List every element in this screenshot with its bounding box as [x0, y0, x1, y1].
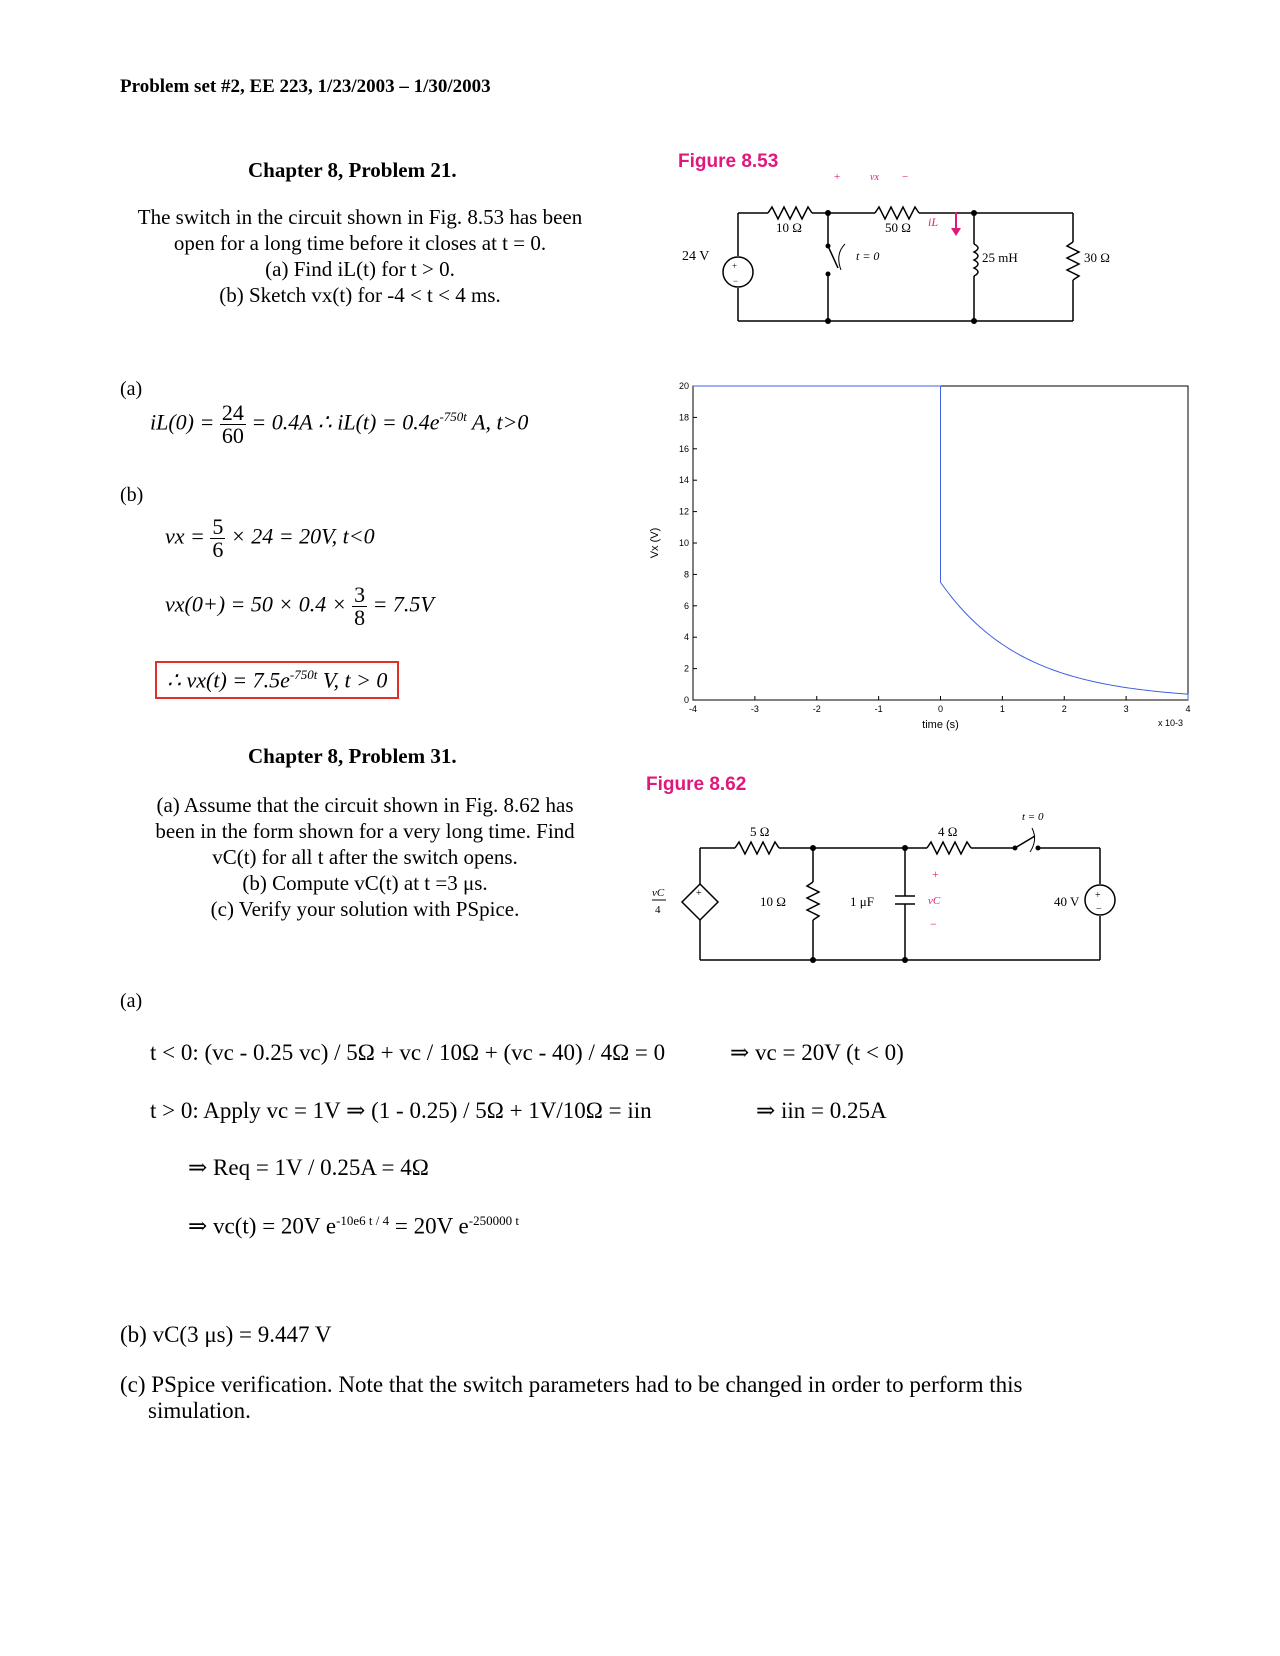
part-a-label: (a)	[120, 990, 143, 1012]
fraction	[210, 516, 225, 561]
node-dot	[826, 244, 831, 249]
x-tick-label: 4	[1185, 704, 1191, 714]
source-label: 40 V	[1054, 894, 1080, 909]
page-header: Problem set #2, EE 223, 1/23/2003 – 1/30/2003	[120, 76, 491, 97]
equation-vx-neg	[165, 516, 375, 561]
node-dot	[971, 318, 977, 324]
switch-label: t = 0	[856, 249, 880, 263]
inductor-coil	[974, 244, 978, 276]
part-a-label: (a)	[120, 378, 143, 400]
equation-vx-zero	[165, 584, 434, 629]
boxed-result	[155, 661, 399, 699]
x-tick-label: 0	[937, 704, 944, 714]
plus-sign: +	[932, 867, 939, 881]
y-tick-label: 0	[683, 695, 689, 705]
numerator: 5	[212, 514, 224, 539]
resistor-10ohm	[807, 882, 819, 920]
fraction	[220, 402, 246, 447]
denominator: 8	[354, 605, 366, 630]
resistor-10ohm	[768, 207, 812, 219]
resistor-4ohm	[927, 842, 971, 854]
eq-tail: A, t>0	[472, 409, 529, 435]
equation-il	[150, 402, 528, 447]
exponent: -750t	[289, 667, 318, 682]
resistor-30ohm	[1067, 242, 1079, 280]
switch-blade	[828, 246, 838, 268]
statement-line: open for a long time before it closes at t = 0.	[173, 231, 547, 255]
node-dot	[971, 210, 977, 216]
resistor-5ohm	[735, 842, 779, 854]
y-axis-label: Vx (V)	[649, 527, 661, 559]
eq-main: = 20V e	[389, 1213, 469, 1239]
eq-rest: = 7.5V	[372, 591, 434, 617]
switch-arrow	[1030, 828, 1035, 852]
equation-t-neg: t < 0: (vc - 0.25 vc) / 5Ω + vc / 10Ω + (vc - 40) / 4Ω = 0	[150, 1040, 666, 1065]
inductor-label: 25 mH	[982, 250, 1018, 265]
source-label: 24 V	[682, 249, 710, 264]
statement-line: (b) Compute vC(t) at t =3 μs.	[242, 871, 488, 895]
resistor-50ohm	[875, 207, 919, 219]
current-arrowhead	[951, 228, 961, 236]
plus-sign: +	[732, 261, 738, 271]
x-tick-label: -1	[874, 704, 883, 714]
numerator: 3	[354, 582, 366, 607]
switch-arrow	[839, 244, 845, 270]
vc-label: vC	[928, 895, 941, 907]
circuit-figure-862	[640, 800, 1100, 970]
statement-line: The switch in the circuit shown in Fig. 8.53 has been	[137, 205, 583, 229]
node-dot	[825, 318, 831, 324]
statement-line: been in the form shown for a very long time. Find	[155, 819, 575, 843]
statement-line: (c) Verify your solution with PSpice.	[210, 897, 520, 921]
numerator: 24	[221, 400, 244, 425]
node-dot	[825, 210, 831, 216]
equation-t-pos: t > 0: Apply vc = 1V ⇒ (1 - 0.25) / 5Ω + 1V/10Ω = iin	[150, 1098, 652, 1123]
y-tick-label: 10	[678, 538, 689, 548]
switch-blade	[1015, 836, 1035, 848]
vx-label: vx	[870, 172, 879, 183]
exponent: -250000 t	[468, 1213, 519, 1228]
exponent: -750t	[439, 409, 467, 425]
dependent-denominator: 4	[655, 904, 661, 916]
eq-lhs: vx(0+) = 50 × 0.4 ×	[165, 591, 347, 617]
r2-label: 4 Ω	[938, 824, 958, 839]
equation-t-pos-result: ⇒ iin = 0.25A	[756, 1098, 887, 1123]
minus-sign: −	[1096, 904, 1102, 915]
answer-line: (c) PSpice verification. Note that the switch parameters had to be changed in order to perform this	[120, 1372, 1023, 1397]
vx-chart	[640, 368, 1191, 748]
equation-req: ⇒ Req = 1V / 0.25A = 4Ω	[188, 1155, 429, 1180]
x-tick-label: -3	[750, 704, 759, 714]
node-dot	[810, 957, 816, 963]
r1-label: 5 Ω	[750, 824, 770, 839]
vx-series-line	[693, 386, 1188, 700]
x-axis-label: time (s)	[922, 719, 959, 731]
x-tick-label: -2	[812, 704, 821, 714]
statement-line: (a) Assume that the circuit shown in Fig. 8.62 has	[156, 793, 574, 817]
r3-label: 10 Ω	[760, 894, 786, 909]
exponent: -10e6 t / 4	[336, 1213, 390, 1228]
plus-sign: +	[696, 888, 702, 899]
y-tick-label: 16	[678, 443, 689, 454]
x-multiplier-label: x 10-3	[1158, 718, 1184, 728]
switch-label: t = 0	[1022, 811, 1044, 823]
y-tick-label: 4	[683, 632, 689, 643]
r1-label: 10 Ω	[776, 220, 802, 235]
equation-t-neg-result: ⇒ vc = 20V (t < 0)	[730, 1040, 904, 1065]
node-dot	[902, 845, 908, 851]
denominator: 6	[212, 537, 224, 562]
plus-sign: +	[834, 171, 841, 183]
minus-sign: −	[733, 276, 739, 286]
statement-line: (a) Find iL(t) for t > 0.	[265, 257, 455, 281]
problem-21-title: Chapter 8, Problem 21.	[248, 158, 457, 182]
eq-tail: V, t > 0	[322, 667, 388, 693]
x-tick-label: -4	[688, 704, 698, 714]
node-dot	[810, 845, 816, 851]
plus-sign: +	[1095, 890, 1101, 901]
node-dot	[826, 272, 831, 277]
figure-862-title: Figure 8.62	[646, 774, 747, 795]
equation-vc	[188, 1213, 519, 1240]
figure-853-title: Figure 8.53	[678, 151, 779, 172]
y-tick-label: 2	[683, 663, 689, 674]
problem-21-statement	[110, 204, 610, 308]
part-b-label: (b)	[120, 484, 144, 506]
answer-b: (b) vC(3 μs) = 9.447 V	[120, 1322, 332, 1347]
r2-label: 50 Ω	[885, 220, 911, 235]
eq-main: ∴ vx(t) = 7.5e	[167, 667, 290, 693]
il-label: iL	[928, 215, 939, 229]
minus-sign: −	[902, 171, 909, 183]
problem-31-statement	[120, 792, 610, 922]
x-tick-label: 2	[1061, 704, 1067, 714]
statement-line: (b) Sketch vx(t) for -4 < t < 4 ms.	[219, 283, 501, 307]
fraction	[352, 584, 367, 629]
y-tick-label: 20	[678, 381, 689, 391]
dependent-numerator: vC	[652, 887, 665, 899]
y-tick-label: 6	[683, 600, 689, 611]
eq-lhs: iL(0) =	[150, 409, 215, 435]
answer-c	[120, 1372, 1200, 1424]
eq-main: ⇒ vc(t) = 20V e	[188, 1213, 337, 1239]
denominator: 60	[221, 423, 244, 448]
node-dot	[1036, 846, 1041, 851]
y-tick-label: 14	[678, 475, 689, 486]
circuit-figure-853	[660, 171, 1110, 326]
r3-label: 30 Ω	[1084, 250, 1110, 265]
answer-line: simulation.	[148, 1398, 251, 1423]
x-tick-label: 1	[999, 704, 1005, 714]
node-dot	[902, 957, 908, 963]
y-tick-label: 12	[678, 506, 689, 517]
y-tick-label: 8	[683, 569, 689, 580]
minus-sign: −	[930, 917, 937, 931]
eq-lhs: vx =	[165, 523, 205, 549]
node-dot	[1013, 846, 1018, 851]
problem-31-title: Chapter 8, Problem 31.	[248, 744, 457, 768]
cap-label: 1 μF	[850, 894, 874, 909]
eq-rest: × 24 = 20V, t<0	[230, 523, 375, 549]
y-tick-label: 18	[678, 412, 689, 423]
x-tick-label: 3	[1123, 704, 1129, 714]
eq-rest: = 0.4A ∴ iL(t) = 0.4e	[251, 409, 440, 435]
statement-line: vC(t) for all t after the switch opens.	[212, 845, 518, 869]
